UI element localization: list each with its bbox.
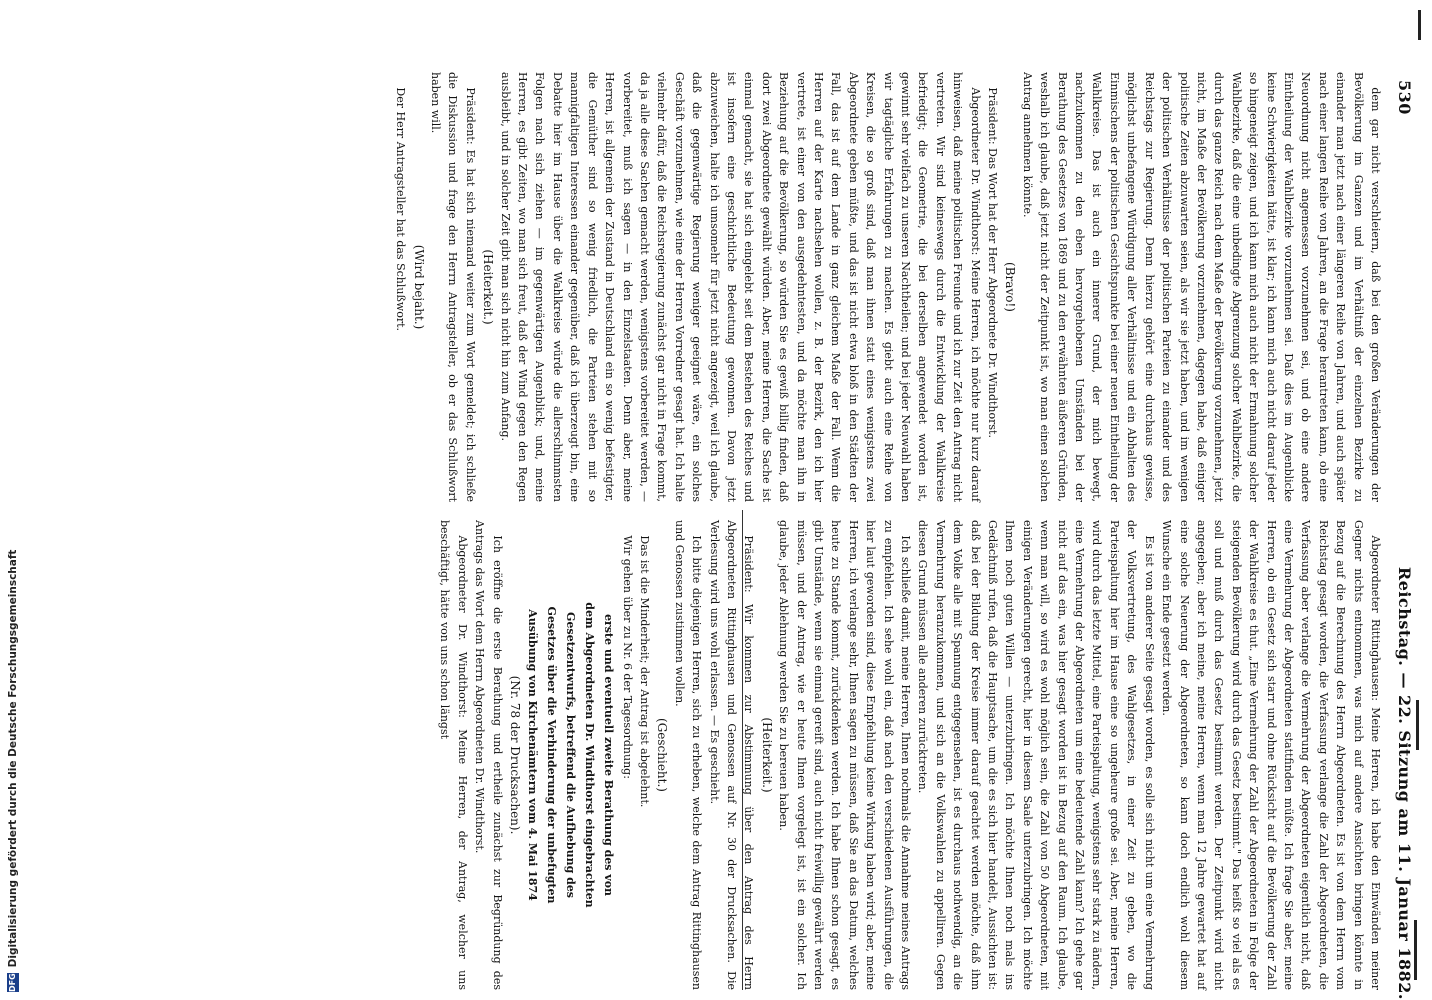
president-line: Präsident: Das Wort hat der Herr Abgeordnete Dr. Windthorst.	[986, 87, 1000, 438]
scan-artifact	[1418, 10, 1421, 40]
credit-text: Digitalisierung gefördert durch die Deutsche Forschungsgemeinschaft	[7, 549, 19, 968]
laughter-note: (Heiterkeit.)	[481, 249, 496, 325]
column-left	[394, 72, 1384, 502]
president-closing: Präsident: Es hat sich niemand weiter zum Wort gemeldet; ich schließe die Diskussion und frage den Herrn Antragsteller, ob er das Schlußwort haben will.	[429, 72, 477, 502]
digitization-credit	[6, 549, 20, 992]
scan-artifact	[1414, 920, 1417, 980]
agenda-title-line: erste und eventuell zweite Berathung des von	[602, 613, 616, 897]
last-line: Der Herr Antragsteller hat das Schlußwort.	[394, 87, 408, 332]
next-item: Wir gehen über zu Nr. 6 der Tagesordnung:	[620, 535, 634, 779]
paragraph: Abgeordneter Rittinghausen: Meine Herren, ich habe den Einwänden meiner Gegner nichts entnommen, was mich auf andere Ansichten bringen könnte in Bezug auf die Berechnung des Herrn Abgeordneten. Es ist von dem Herrn vom Reichstag gesagt worden, die Verfassung verlange die Zahl der Abgeordneten, die Verfassung aber verlange die Vermehrung der Abgeordneten eigentlich nicht, daß eine Vermehrung der Abgeordneten stattfinden müßte. Ich frage Sie aber, meine Herren, ob ein Gesetz sich starr und ohne Rücksicht auf die Bevölkerung der Zahl der Wahlkreise es thut. „Eine Vermehrung der Zahl der Abgeordneten in Folge der steigenden Bevölkerung wird durch das Gesetz bestimmt." Das heißt so viel als es soll und muß durch das Gesetz bestimmt werden. Der Zeitpunkt wird nicht angegeben; aber ich meine, meine Herren, wenn man 12 Jahre gewartet hat auf eine solche Neuerung der Abgeordneten, so kann doch endlich wohl diesem Wunsche ein Ende gesetzt werden.	[1160, 520, 1382, 990]
request: Ich bitte diejenigen Herren, sich zu erheben, welche dem Antrag Rittinghausen und Genossen zustimmen wollen.	[672, 520, 704, 990]
agenda-title-line: Gesetzentwurfs, betreffend die Aufhebung des	[564, 612, 578, 898]
final-speaker: Abgeordneter Dr. Windthorst: Meine Herren, der Antrag, welcher uns beschäftigt, hätte von uns schon längst	[438, 520, 469, 990]
column-right	[438, 520, 1384, 990]
scan-artifact	[1416, 700, 1419, 750]
laughter-note: (Heiterkeit.)	[759, 717, 774, 793]
paragraph: dem gar nicht verschleiern, daß bei den großen Veränderungen der Bevölkerung im Ganzen und im Verhältniß der einzelnen Bezirke zu einander man jetzt nach einer längeren Reihe von Jahren, und auch später nach einer langen Reihe von Jahren, an die Frage herantreten kann, ob eine Neuordnung nicht angemessen vorzunehmen sei, und ob eine andere Eintheilung der Wahlbezirke vorzunehmen sei. Daß dies im Augenblicke keine Schwierigkeiten hätte, ist klar; ich kann mich auch nicht darauf jeder so hingeneigt zeigen, und ich kann mich auch nicht der Ermahnung solcher Wahlbezirke, daß die eine unbedingte Abgrenzung solcher Wahlbezirke, die durch das ganze Reich nach dem Maße der Bevölkerung vorzunehmen, jetzt nicht, im Maße der Bevölkerung vorzunehmen, dagegen habe, daß einiger politische Zeiten abzuwarten seien, als wir sie jetzt haben, und im wenigen der politischen Verhältnisse der politischen Parteien zu einander und des Reichstags zur Regierung. Denn hierzu gehört eine durchaus gewisse, möglichst unbefangene Würdigung aller Verhältnisse und ein Abhalten des Einmischens der politischen Gesichtspunkte bei einer neuen Eintheilung der Wahlkreise. Das ist auch ein innerer Grund, der mich bewegt, nachzukommen zu den eben hervorgehobenen Umständen bei der Berathung des Gesetzes von 1869 und zu den erwähnten äußeren Gründen, weshalb ich glaube, daß jetzt nicht der Zeitpunkt ist, wo man einen solchen Antrag annehmen könnte.	[1020, 72, 1382, 502]
paragraph: Ich schließe damit, meine Herren, Ihnen nochmals die Annahme meines Antrags zu empfehlen. Ich sehe wohl ein, daß nach den verschiedenen Ausführungen, die hier laut geworden sind, diese Empfehlung keine Wirkung haben wird; aber, meine Herren, ich verlange sehr, Ihnen sagen zu müssen, daß Sie an das Datum, welches heute zu Stande kommt, zurückdenken werden. Ich habe Ihnen schon gesagt, es gibt Umstände, wenn sie einmal gereift sind, auch nicht freiwillig gewährt werden müssen, und der Antrag, wie er heute Ihnen vorgelegt ist, ist ein solcher. Ich glaube, jeder Ablehnung werden Sie zu bereuen haben.	[777, 520, 913, 990]
affirmation-note: (Wird bejaht.)	[411, 244, 426, 330]
result-marker: (Geschieht.)	[655, 718, 670, 792]
president-vote: Präsident: Wir kommen zur Abstimmung über den Antrag des Herrn Abgeordneten Rittinghausen und Genossen auf Nr. 30 der Drucksachen. Die Verlesung wird uns wohl erlassen. — Es geschieht.	[707, 520, 756, 990]
opening: Ich eröffne die erste Berathung und ertheile zunächst zur Begründung des Antrags das Wort dem Herrn Abgeordneten Dr. Windthorst.	[473, 520, 504, 990]
result: Das ist die Minderheit; der Antrag ist abgelehnt.	[637, 535, 651, 808]
running-header	[1394, 80, 1416, 1000]
speech-paragraph: Abgeordneter Dr. Windthorst: Meine Herren, ich möchte nur kurz darauf hinweisen, daß meine politischen Freunde und ich zur Zeit den Antrag nicht vertreten. Wir sind keineswegs durch die Entwicklung der Wahlkreise befriedigt; die Geometrie, die bei derselben angewendet worden ist, gewinnt sehr vielfach zu unseren Nachtheilen; und bei jeder Neuwahl haben wir tagtägliche Erfahrungen zu machen. Es giebt auch eine Reihe von Kreisen, die so groß sind, daß man ihnen statt eines wenigstens zwei Abgeordnete geben müßte, und das ist nicht etwa bloß in den Städten der Fall, das ist auf dem Lande in ganz gleichem Maße der Fall. Wenn die Herren auf der Karte nachsehen wollen, z. B. der Bezirk, den ich hier vertrete, ist einer von den ausgedehntesten, und da möchte man ihn in Beziehung auf die Bevölkerung, so würden Sie es gewiß billig finden, daß dort zwei Abgeordnete gewählt würden. Aber, meine Herren, die Sache ist einmal gemacht, sie hat sich eingelebt seit dem Bestehen des Reiches und ist insofern eine geschichtliche Bedeutung gewonnen. Davon jetzt abzuweichen, halte ich umsomehr für jetzt nicht angezeigt, weil ich glaube, daß die gegenwärtige Regierung weniger geeignet wäre, ein solches Geschäft vorzunehmen, wie eine der Herren Vorredner gesagt hat. Ich halte vielmehr dafür, daß die Reichsregierung zunächst gar nicht in Frage kommt, da ja alle diese Sachen gemacht werden, wenigstens vorbereitet werden, — vorbereitet, muß ich sagen — in den Einzelstaaten. Denn aber, meine Herren, ist allgemein der Zustand in Deutschland ein so wenig befestigter, die Gemüther sind so wenig friedlich, die Parteien stehen mit so mannigfaltigen Interessen einander gegenüber, daß ich überzeugt bin, eine Debatte hier im Hause über die Wahlkreise würde die allerschlimmsten Folgen nach sich ziehen — im gegenwärtigen Augenblick; und, meine Herren, es gibt Zeiten, wo man sich freut, daß der Wind gegen den Regen ausbleibt, und in solcher Zeit gibt man sich nicht hin zum Anfang.	[498, 72, 982, 502]
agenda-title-line: Ausübung von Kirchenämtern vom 4. Mai 1874	[526, 609, 540, 901]
paragraph: Es ist von anderer Seite gesagt worden, es solle sich nicht um eine Vermehrung der Volksvertretung, des Wahlgesetzes, in einer Zeit zu geben, wo die Parteispaltung hier im Hause eine so ungeheure große sei. Aber, meine Herren, wird durch das letzte Mittel, eine Parteispaltung, wenigstens sehr stark zu ändern, eine Vermehrung der Abgeordneten um eine bedeutende Zahl kann? Ich gehe gar nicht auf das ein, was hier gesagt worden ist in Bezug auf den Raum. Ich glaube, wenn man will, so wird es wohl möglich sein, die Zahl von 50 Abgeordneten, mit einigen Veränderungen gerecht, hier in diesem Saale unterzubringen. Ich möchte Ihnen noch guten Willen — unterzubringen. Ich möchte Ihnen noch mals ins Gedächtniß rufen, daß die Hauptsache, um die es sich hier handelt, Aussichten ist: daß bei der Bildung der Kreise immer darauf geachtet werden möchte, daß ihm dem Volke alle mit Spannung entgegensehen, ist es durchaus nothwendig, an die Vermehrung heranzukommen, und sich an die Volkswahlen zu appelliren. Gegen diesen Grund müssen alle anderen zurücktreten.	[916, 520, 1156, 990]
running-title: Reichstag. — 22. Sitzung am 11. Januar 1882.	[1395, 566, 1415, 1000]
reference: (Nr. 78 der Drucksachen).	[508, 675, 523, 835]
agenda-title-line: dem Abgeordneten Dr. Windthorst eingebrachten	[583, 602, 597, 908]
page-number: 530	[1395, 80, 1415, 115]
agenda-title-line: Gesetzes über die Verhinderung der unbefugten	[545, 606, 559, 904]
dfg-logo-icon: DFG	[8, 973, 17, 992]
applause-note: (Bravo!)	[1003, 262, 1018, 312]
